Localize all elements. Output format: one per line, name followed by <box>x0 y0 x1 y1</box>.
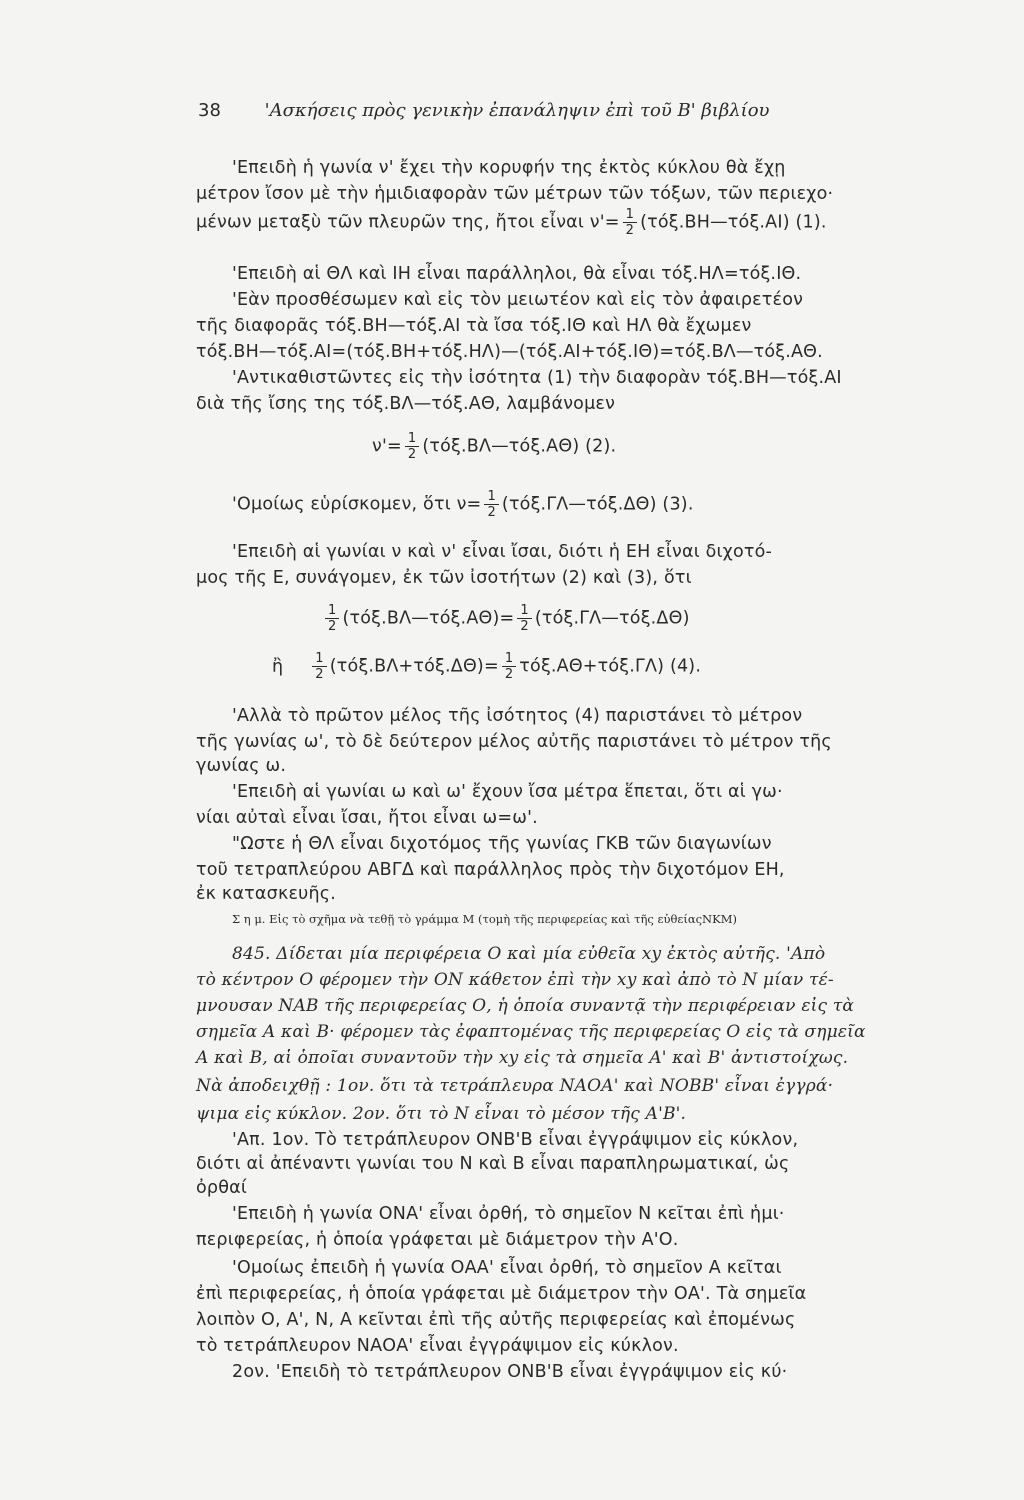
exercise-line: μνουσαν ΝΑΒ τῆς περιφερείας Ο, ἡ ὁποία συναντᾷ τὴν περιφέρειαν εἰς τὰ <box>196 996 855 1016</box>
exercise-line: Νὰ ἀποδειχθῇ : 1ον. ὅτι τὰ τετράπλευρα ΝΑΟΑ' καὶ ΝΟΒΒ' εἶναι ἐγγρά· <box>196 1076 834 1096</box>
fraction-denominator: 2 <box>504 667 514 682</box>
text-fragment: τόξ.ΑΘ+τόξ.ΓΛ) (4). <box>519 656 702 677</box>
fraction-denominator: 2 <box>407 447 417 462</box>
fraction-numerator: 1 <box>405 432 419 447</box>
text-line: γωνίας ω. <box>196 756 287 776</box>
answer-line: περιφερείας, ἡ ὁποία γράφεται μὲ διάμετρον τὴν Α'Ο. <box>196 1230 679 1250</box>
exercise-line: Α καὶ Β, αἱ ὁποῖαι συναντοῦν τὴν xy εἰς τὰ σημεῖα Α' καὶ Β' ἀντιστοίχως. <box>196 1048 849 1068</box>
answer-line: ἐπὶ περιφερείας, ἡ ὁποία γράφεται μὲ διάμετρον τὴν ΟΑ'. Τὰ σημεῖα <box>196 1284 807 1304</box>
text-line: 'Αλλὰ τὸ πρῶτον μέλος τῆς ἰσότητος (4) παριστάνει τὸ μέτρον <box>232 706 803 726</box>
equation-line <box>232 490 872 519</box>
text-fragment: (τόξ.ΓΛ—τόξ.ΔΘ) (3). <box>501 494 694 515</box>
fraction <box>502 652 516 681</box>
fraction-denominator: 2 <box>520 619 529 634</box>
fraction <box>312 652 326 681</box>
fraction <box>623 208 637 237</box>
answer-line: διότι αἱ ἀπέναντι γωνίαι του Ν καὶ Β εἶναι παραπληρωματικαί, ὡς <box>196 1154 790 1174</box>
exercise-line: τὸ κέντρον Ο φέρομεν τὴν ΟΝ κάθετον ἐπὶ τὴν xy καὶ ἀπὸ τὸ Ν μίαν τέ- <box>196 970 834 990</box>
fraction-numerator: 1 <box>325 604 339 619</box>
text-line: τοῦ τετραπλεύρου ΑΒΓΔ καὶ παράλληλος πρὸς τὴν διχοτόμον ΕΗ, <box>196 860 785 880</box>
text-line: ἐκ κατασκευῆς. <box>196 884 336 904</box>
text-line: μος τῆς Ε, συνάγομεν, ἐκ τῶν ἰσοτήτων (2) καὶ (3), ὅτι <box>196 568 692 588</box>
answer-line: λοιπὸν Ο, Α', Ν, Α κεῖνται ἐπὶ τῆς αὐτῆς περιφερείας καὶ ἐπομένως <box>196 1310 796 1330</box>
text-line: 'Επειδὴ αἱ γωνίαι ω καὶ ω' ἔχουν ἴσα μέτρα ἕπεται, ὅτι αἱ γω· <box>232 782 783 802</box>
equation-line <box>272 652 912 681</box>
running-title: 'Ασκήσεις πρὸς γενικὴν ἐπανάληψιν ἐπὶ τοῦ Β' βιβλίου <box>264 100 770 121</box>
text-line: τόξ.ΒΗ—τόξ.ΑΙ=(τόξ.ΒΗ+τόξ.ΗΛ)—(τόξ.ΑΙ+τόξ.ΙΘ)=τόξ.ΒΛ—τόξ.ΑΘ. <box>196 342 823 362</box>
text-line: 'Εὰν προσθέσωμεν καὶ εἰς τὸν μειωτέον καὶ εἰς τὸν ἀφαιρετέον <box>232 290 804 310</box>
text-line: 'Επειδὴ ἡ γωνία ν' ἔχει τὴν κορυφήν της ἐκτὸς κύκλου θὰ ἔχῃ <box>232 158 786 178</box>
footnote: Σ η μ. Εἰς τὸ σχῆμα νὰ τεθῇ τὸ γράμμα Μ (τομὴ τῆς περιφερείας καὶ τῆς εὐθείαςΝΚΜ) <box>232 912 737 926</box>
text-fragment: (τόξ.ΓΛ—τόξ.ΔΘ) <box>534 608 690 629</box>
text-line: "Ωστε ἡ ΘΛ εἶναι διχοτόμος τῆς γωνίας ΓΚΒ τῶν διαγωνίων <box>232 834 772 854</box>
fraction-numerator: 1 <box>623 208 637 223</box>
fraction-numerator: 1 <box>517 604 531 619</box>
fraction <box>405 432 419 461</box>
text-line: τῆς διαφορᾶς τόξ.ΒΗ—τόξ.ΑΙ τὰ ἴσα τόξ.ΙΘ καὶ ΗΛ θὰ ἔχωμεν <box>196 316 752 336</box>
text-line: τῆς γωνίας ω', τὸ δὲ δεύτερον μέλος αὐτῆς παριστάνει τὸ μέτρον τῆς <box>196 732 832 752</box>
fraction-denominator: 2 <box>487 505 496 520</box>
answer-line: ὀρθαί <box>196 1178 247 1198</box>
fraction-denominator: 2 <box>315 667 324 682</box>
text-line: 'Επειδὴ αἱ γωνίαι ν καὶ ν' εἶναι ἴσαι, διότι ἡ ΕΗ εἶναι διχοτό- <box>232 542 773 562</box>
page-number: 38 <box>198 100 221 121</box>
fraction-denominator: 2 <box>625 223 635 238</box>
equation-line <box>322 604 962 633</box>
text-line: νίαι αὐταὶ εἶναι ἴσαι, ἤτοι εἶναι ω=ω'. <box>196 808 538 828</box>
text-line: διὰ τῆς ἴσης της τόξ.ΒΛ—τόξ.ΑΘ, λαμβάνομεν <box>196 394 616 414</box>
answer-line: 'Ομοίως ἐπειδὴ ἡ γωνία ΟΑΑ' εἶναι ὀρθή, τὸ σημεῖον Α κεῖται <box>232 1258 782 1278</box>
exercise-line: 845. Δίδεται μία περιφέρεια Ο καὶ μία εὐθεῖα xy ἐκτὸς αὐτῆς. 'Απὸ <box>232 944 826 964</box>
text-line: μέτρον ἴσον μὲ τὴν ἡμιδιαφορὰν τῶν μέτρων τῶν τόξων, τῶν περιεχο· <box>196 184 834 204</box>
page-header <box>198 100 770 121</box>
fraction-numerator: 1 <box>312 652 326 667</box>
fraction <box>325 604 339 633</box>
answer-line: 'Επειδὴ ἡ γωνία ΟΝΑ' εἶναι ὀρθή, τὸ σημεῖον Ν κεῖται ἐπὶ ἡμι· <box>232 1204 785 1224</box>
text-fragment: (τόξ.ΒΛ+τόξ.ΔΘ)= <box>329 656 499 677</box>
fraction <box>517 604 531 633</box>
text-line: 'Επειδὴ αἱ ΘΛ καὶ ΙΗ εἶναι παράλληλοι, θὰ εἶναι τόξ.ΗΛ=τόξ.ΙΘ. <box>232 264 802 284</box>
answer-line: 2ον. 'Επειδὴ τὸ τετράπλευρον ΟΝΒ'Β εἶναι ἐγγράψιμον εἰς κύ· <box>232 1362 788 1382</box>
text-line-with-fraction <box>196 208 836 237</box>
fraction-denominator: 2 <box>328 619 337 634</box>
fraction-numerator: 1 <box>484 490 498 505</box>
fraction-numerator: 1 <box>502 652 516 667</box>
text-fragment: (τόξ.ΒΛ—τόξ.ΑΘ) (2). <box>422 436 617 457</box>
answer-line: 'Απ. 1ον. Τὸ τετράπλευρον ΟΝΒ'Β εἶναι ἐγγράψιμον εἰς κύκλον, <box>232 1130 799 1150</box>
text-fragment: (τόξ.ΒΛ—τόξ.ΑΘ)= <box>342 608 515 629</box>
text-fragment: ἢ <box>272 656 284 677</box>
text-fragment: ν'= <box>372 436 402 457</box>
text-line: 'Αντικαθιστῶντες εἰς τὴν ἰσότητα (1) τὴν διαφορὰν τόξ.ΒΗ—τόξ.ΑΙ <box>232 368 842 388</box>
exercise-line: ψιμα εἰς κύκλον. 2ον. ὅτι τὸ Ν εἶναι τὸ μέσον τῆς Α'Β'. <box>196 1104 687 1124</box>
answer-line: τὸ τετράπλευρον ΝΑΟΑ' εἶναι ἐγγράψιμον εἰς κύκλον. <box>196 1336 679 1356</box>
text-fragment: μένων μεταξὺ τῶν πλευρῶν της, ἤτοι εἶναι ν'= <box>196 212 620 233</box>
text-fragment: (τόξ.ΒΗ—τόξ.ΑΙ) (1). <box>640 212 827 233</box>
text-fragment: 'Ομοίως εὑρίσκομεν, ὅτι ν= <box>232 494 482 515</box>
equation-line <box>372 432 1012 461</box>
fraction <box>484 490 498 519</box>
exercise-line: σημεῖα Α καὶ Β· φέρομεν τὰς ἐφαπτομένας τῆς περιφερείας Ο εἰς τὰ σημεῖα <box>196 1022 866 1042</box>
